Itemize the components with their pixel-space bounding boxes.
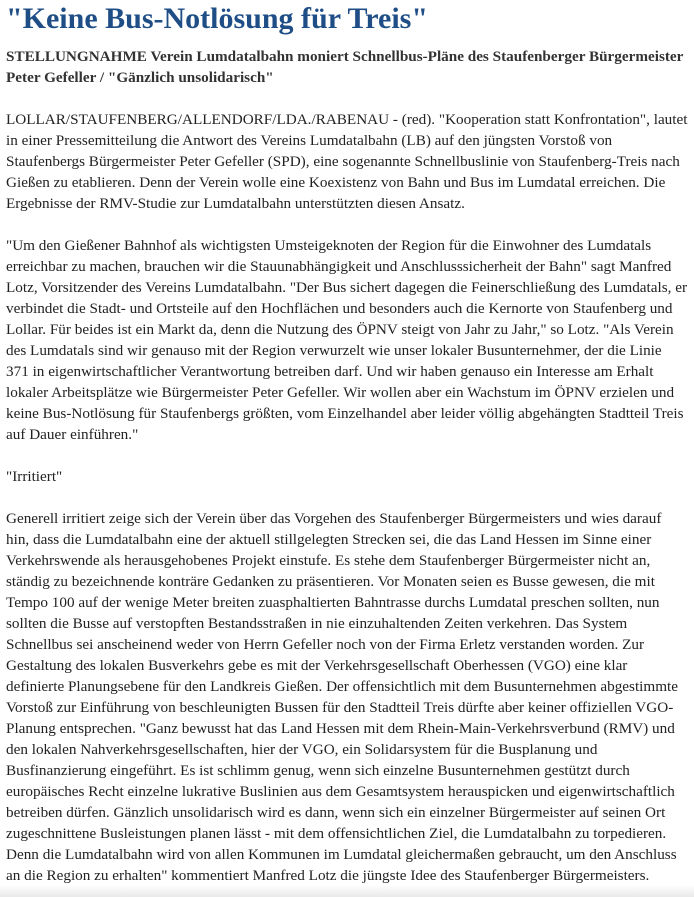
article-paragraph-body: Generell irritiert zeige sich der Verein über das Vorgehen des Staufenberger Bürgermeisters und wies darauf hin, dass die Lumdatalbahn eine der aktuell stillgelegten Strecken sei, die das Land Hessen im Sinne einer Verkehrswende als herausgehobenes Projekt einstufe. Es stehe dem Staufenberger Bürgermeister nicht an, ständig zu bezeichnende konträre Gedanken zu präsentieren. Vor Monaten seien es Busse gewesen, die mit Tempo 100 auf der wenige Meter breiten zuasphaltierten Bahntrasse durchs Lumdatal preschen sollten, nun sollten die Busse auf verstopften Bestandsstraßen in nie einzuhaltenden Zeiten verkehren. Das System Schnellbus sei anscheinend weder von Herrn Gefeller noch von der Firma Erletz verstanden worden. Zur Gestaltung des lokalen Busverkehrs gebe es mit der Verkehrsgesellschaft Oberhessen (VGO) eine klar definierte Planungsebene für den Landkreis Gießen. Der offensichtlich mit dem Busunternehmen abgestimmte Vorstoß zur Einführung von beschleunigten Bussen für den Stadtteil Treis dürfte aber keiner offiziellen VGO-Planung entsprechen. "Ganz bewusst hat das Land Hessen mit dem Rhein-Main-Verkehrsverbund (RMV) und den lokalen Nahverkehrsgesellschaften, hier der VGO, ein Solidarsystem für die Busplanung und Busfinanzierung eingeführt. Es ist schlimm genug, wenn sich einzelne Busunternehmen gestützt durch europäisches Recht einzelne lukrative Buslinien aus dem Gesamtsystem herauspicken und eigenwirtschaftlich betreiben dürfen. Gänzlich unsolidarisch wird es dann, wenn sich ein einzelner Bürgermeister auf seinen Ort zugeschnittene Busleistungen planen lässt - mit dem offensichtlichen Ziel, die Lumdatalbahn zu torpedieren. Denn die Lumdatalbahn wird von allen Kommunen im Lumdatal gleichermaßen gebraucht, um den Anschluss an die Region zu erhalten" kommentiert Manfred Lotz die jüngste Idee des Staufenberger Bürgermeisters.: [6, 510, 678, 884]
article-section-heading: "Irritiert": [6, 468, 63, 485]
article: [6, 0, 688, 886]
article-headline: "Keine Bus-Notlösung für Treis": [6, 2, 428, 35]
bottom-shade: [0, 885, 694, 897]
article-paragraph-intro: LOLLAR/STAUFENBERG/ALLENDORF/LDA./RABENAU - (red). "Kooperation statt Konfrontation", lautet in einer Pressemitteilung die Antwort des Vereins Lumdatalbahn (LB) auf den jüngsten Vorstoß von Staufenbergs Bürgermeister Peter Gefeller (SPD), eine sogenannte Schnellbuslinie von Staufenberg-Treis nach Gießen zu etablieren. Denn der Verein wolle eine Koexistenz von Bahn und Bus im Lumdatal erreichen. Die Ergebnisse der RMV-Studie zur Lumdatalbahn unterstützten diesen Ansatz.: [6, 111, 688, 212]
article-subheadline: STELLUNGNAHME Verein Lumdatalbahn moniert Schnellbus-Pläne des Staufenberger Bürgermeister Peter Gefeller / "Gänzlich unsolidarisch": [6, 48, 684, 86]
article-paragraph-quote: "Um den Gießener Bahnhof als wichtigsten Umsteigeknoten der Region für die Einwohner des Lumdatals erreichbar zu machen, brauchen wir die Stauunabhängigkeit und Anschlusssicherheit der Bahn" sagt Manfred Lotz, Vorsitzender des Vereins Lumdatalbahn. "Der Bus sichert dagegen die Feinerschließung des Lumdatals, er verbindet die Stadt- und Ortsteile auf den Hochflächen und besonders auch die Kernorte von Staufenberg und Lollar. Für beides ist ein Markt da, denn die Nutzung des ÖPNV steigt von Jahr zu Jahr," so Lotz. "Als Verein des Lumdatals sind wir genauso mit der Region verwurzelt wie unser lokaler Busunternehmer, der die Linie 371 in eigenwirtschaftlicher Verantwortung betreiben darf. Und wir haben genauso ein Interesse am Erhalt lokaler Arbeitsplätze wie Bürgermeister Peter Gefeller. Wir wollen aber ein Wachstum im ÖPNV erzielen und keine Bus-Notlösung für Staufenbergs größten, vom Einzelhandel aber leider völlig abgehängten Stadtteil Treis auf Dauer einführen.": [6, 237, 688, 443]
